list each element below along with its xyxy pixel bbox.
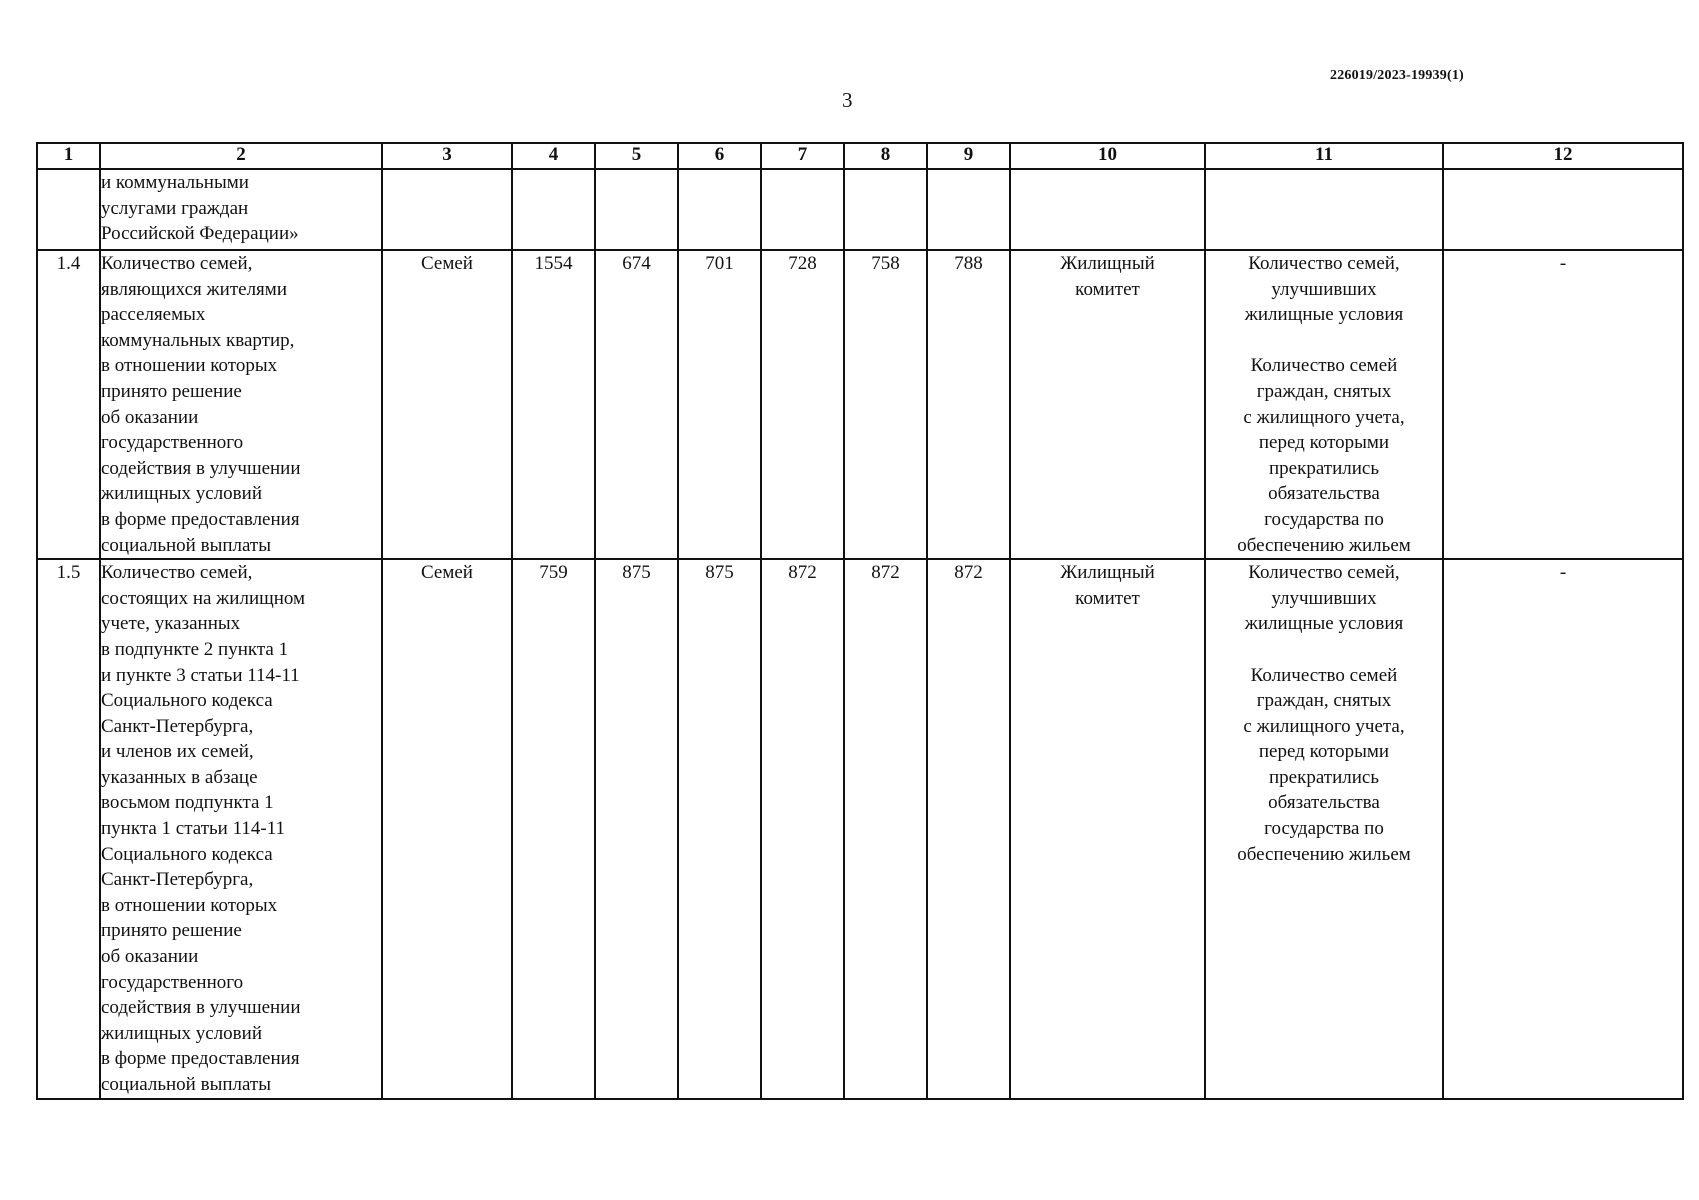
column-header: 5 — [595, 143, 678, 169]
cell-empty — [1010, 169, 1205, 250]
column-header: 2 — [100, 143, 382, 169]
document-registration-number: 226019/2023-19939(1) — [1330, 68, 1464, 83]
cell-unit: Семей — [382, 559, 512, 1098]
cell-value-col4: 1554 — [512, 250, 595, 559]
responsible-line: Жилищный — [1060, 562, 1155, 584]
description-line: в отношении которых — [101, 355, 278, 377]
description-line: учете, указанных — [101, 613, 241, 635]
indicator-line: Количество семей — [1250, 664, 1398, 686]
indicator-line: жилищные условия — [1244, 304, 1404, 326]
cell-empty — [844, 169, 927, 250]
description-line: Социального кодекса — [101, 690, 273, 712]
column-header: 11 — [1205, 143, 1443, 169]
indicator-line: обеспечению жильем — [1237, 843, 1411, 865]
cell-value-col9: 788 — [927, 250, 1010, 559]
cell-value-col4: 759 — [512, 559, 595, 1098]
table-header-row — [37, 143, 1683, 169]
cell-value-col5: 674 — [595, 250, 678, 559]
column-header: 9 — [927, 143, 1010, 169]
description-line: государственного — [101, 971, 244, 993]
cell-value-col8: 758 — [844, 250, 927, 559]
description-line: Российской Федерации» — [101, 223, 299, 245]
cell-empty — [1205, 169, 1443, 250]
description-line: об оказании — [101, 406, 199, 428]
cell-empty — [1443, 169, 1683, 250]
description-line: в форме предоставления — [101, 1048, 300, 1070]
column-header: 4 — [512, 143, 595, 169]
cell-responsible — [1010, 559, 1205, 1098]
indicator-line: Количество семей, — [1248, 253, 1400, 274]
cell-row-number: 1.4 — [37, 250, 100, 559]
description-line: Количество семей, — [101, 562, 253, 584]
description-line: содействия в улучшении — [101, 457, 301, 479]
description-line: в отношении которых — [101, 894, 278, 916]
description-line: состоящих на жилищном — [101, 587, 306, 609]
cell-indicator — [1205, 559, 1443, 1098]
indicator-line: государства по — [1264, 508, 1384, 530]
cell-empty — [37, 169, 100, 250]
table-row — [37, 250, 1683, 559]
indicator-spacer — [1206, 637, 1442, 663]
description-line: и коммунальными — [101, 172, 249, 193]
indicator-line: государства по — [1264, 818, 1384, 840]
description-line: указанных в абзаце — [101, 766, 258, 788]
cell-value-col7: 728 — [761, 250, 844, 559]
indicator-line: обязательства — [1268, 792, 1380, 814]
indicator-line: обязательства — [1268, 483, 1380, 505]
cell-value-col6: 875 — [678, 559, 761, 1098]
indicator-line: граждан, снятых — [1256, 380, 1392, 402]
cell-value-col6: 701 — [678, 250, 761, 559]
cell-value-col5: 875 — [595, 559, 678, 1098]
description-line: в форме предоставления — [101, 508, 300, 530]
description-line: государственного — [101, 432, 244, 454]
column-header: 3 — [382, 143, 512, 169]
description-line: и пункте 3 статьи 114-11 — [101, 664, 300, 686]
description-line: об оказании — [101, 946, 199, 968]
cell-description — [100, 169, 382, 250]
table-row — [37, 559, 1683, 1098]
indicator-line: перед которыми — [1258, 432, 1390, 454]
description-line: Санкт-Петербурга, — [101, 715, 254, 737]
cell-row-number: 1.5 — [37, 559, 100, 1098]
indicator-line: жилищные условия — [1244, 613, 1404, 635]
indicator-line: улучшивших — [1271, 278, 1377, 300]
indicator-line: граждан, снятых — [1256, 690, 1392, 712]
indicator-line: обеспечению жильем — [1237, 534, 1411, 556]
indicator-line: с жилищного учета, — [1243, 715, 1405, 737]
table-row-continuation — [37, 169, 1683, 250]
indicator-spacer — [1206, 328, 1442, 354]
cell-description — [100, 250, 382, 559]
responsible-line: Жилищный — [1060, 253, 1155, 274]
description-line: жилищных условий — [101, 483, 262, 505]
description-line: принято решение — [101, 380, 242, 402]
indicator-line: улучшивших — [1271, 587, 1377, 609]
description-line: Количество семей, — [101, 253, 253, 274]
description-line: жилищных условий — [101, 1022, 262, 1044]
column-header: 6 — [678, 143, 761, 169]
indicator-line: Количество семей, — [1248, 562, 1400, 584]
cell-value-col7: 872 — [761, 559, 844, 1098]
responsible-line: комитет — [1075, 278, 1140, 300]
cell-empty — [512, 169, 595, 250]
indicator-line: перед которыми — [1258, 741, 1390, 763]
description-line: услугами граждан — [101, 197, 249, 219]
cell-note: - — [1443, 559, 1683, 1098]
cell-empty — [927, 169, 1010, 250]
description-line: восьмом подпункта 1 — [101, 792, 274, 814]
indicator-line: Количество семей — [1250, 355, 1398, 377]
column-header: 1 — [37, 143, 100, 169]
cell-note: - — [1443, 250, 1683, 559]
cell-responsible — [1010, 250, 1205, 559]
description-line: Социального кодекса — [101, 843, 273, 865]
cell-empty — [678, 169, 761, 250]
description-line: социальной выплаты — [101, 1074, 271, 1095]
description-line: принято решение — [101, 920, 242, 942]
description-line: коммунальных квартир, — [101, 329, 295, 351]
description-line: в подпункте 2 пункта 1 — [101, 638, 289, 660]
cell-empty — [761, 169, 844, 250]
cell-description — [100, 559, 382, 1098]
indicator-line: прекратились — [1269, 457, 1379, 479]
description-line: являющихся жителями — [101, 278, 287, 300]
description-line: социальной выплаты — [101, 534, 271, 556]
responsible-line: комитет — [1075, 587, 1140, 609]
description-line: и членов их семей, — [101, 741, 254, 763]
cell-empty — [595, 169, 678, 250]
description-line: Санкт-Петербурга, — [101, 869, 254, 891]
cell-unit: Семей — [382, 250, 512, 559]
description-line: содействия в улучшении — [101, 997, 301, 1019]
indicator-line: с жилищного учета, — [1243, 406, 1405, 428]
column-header: 8 — [844, 143, 927, 169]
column-header: 12 — [1443, 143, 1683, 169]
column-header: 7 — [761, 143, 844, 169]
column-header: 10 — [1010, 143, 1205, 169]
description-line: расселяемых — [101, 304, 206, 326]
description-line: пункта 1 статьи 114-11 — [101, 818, 285, 840]
page-number: 3 — [842, 88, 853, 112]
cell-value-col9: 872 — [927, 559, 1010, 1098]
cell-empty — [382, 169, 512, 250]
indicator-line: прекратились — [1269, 766, 1379, 788]
cell-value-col8: 872 — [844, 559, 927, 1098]
indicators-table — [36, 142, 1684, 1100]
cell-indicator — [1205, 250, 1443, 559]
